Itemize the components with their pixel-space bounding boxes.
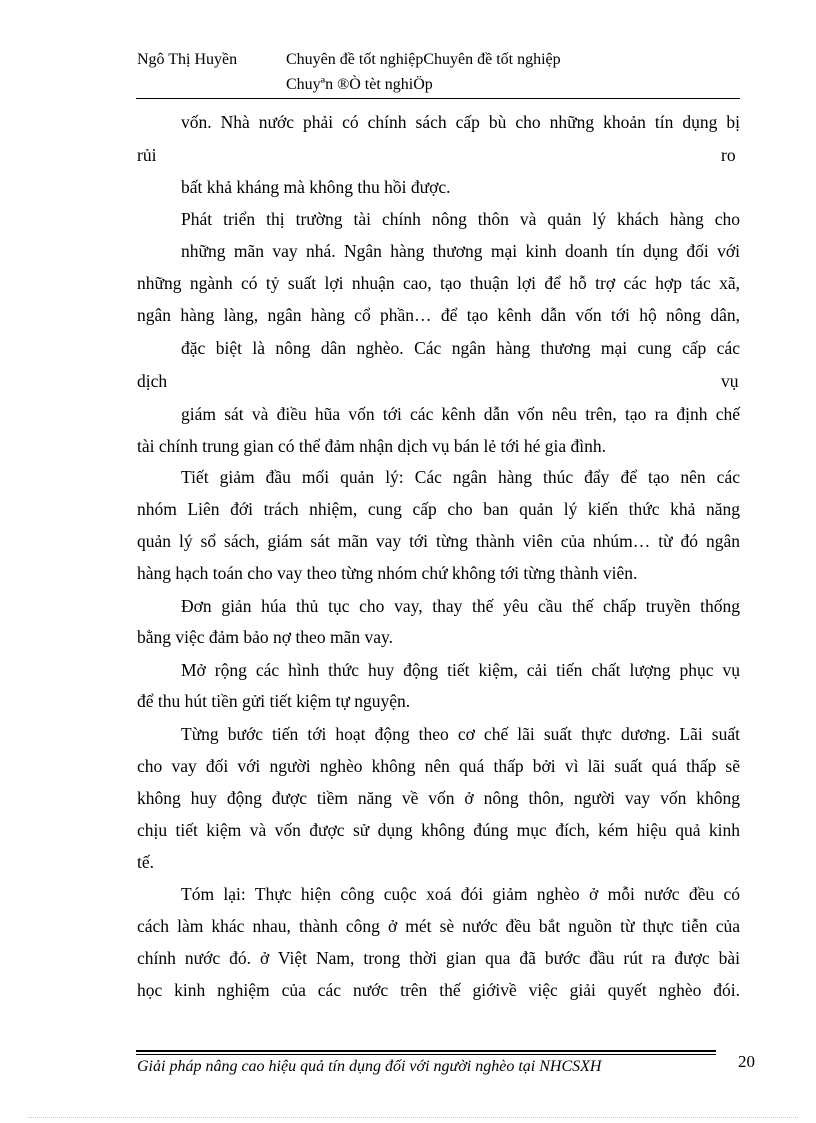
body-line: vụ xyxy=(721,371,739,391)
body-line: không huy động được tiềm năng về vốn ở nông thôn, người vay vốn không xyxy=(137,788,740,808)
body-line: bằng việc đảm bảo nợ theo mãn vay. xyxy=(137,627,393,647)
body-line: chịu tiết kiệm và vốn được sử dụng không đúng mục đích, kém hiệu quả kinh xyxy=(137,820,740,840)
page-edge-divider xyxy=(28,1117,798,1118)
header-rule xyxy=(136,98,740,99)
body-line: học kinh nghiệm của các nước trên thế giớivề việc giải quyết nghèo đói. xyxy=(137,980,740,1000)
body-line: dịch xyxy=(137,371,168,391)
body-line: vốn. Nhà nước phải có chính sách cấp bù cho những khoản tín dụng bị xyxy=(181,112,740,132)
body-line: những mãn vay nhá. Ngân hàng thương mại kinh doanh tín dụng đối với xyxy=(181,241,740,261)
body-line: ngân hàng làng, ngân hàng cổ phần… để tạo kênh dẫn vốn tới hộ nông dân, xyxy=(137,305,740,325)
body-line: cách làm khác nhau, thành công ở mét sè nước đều bắt nguồn từ thực tiễn của xyxy=(137,916,740,936)
body-line: Mở rộng các hình thức huy động tiết kiệm, cải tiến chất lượng phục vụ xyxy=(181,660,740,680)
body-line: chính nước đó. ở Việt Nam, trong thời gian qua đã bước đầu rút ra được bài xyxy=(137,948,740,968)
body-line: nhóm Liên đới trách nhiệm, cung cấp cho ban quản lý kiến thức khả năng xyxy=(137,499,740,519)
body-line: Tiết giảm đầu mối quản lý: Các ngân hàng thúc đẩy để tạo nên các xyxy=(181,467,740,487)
footer-title: Giải pháp nâng cao hiệu quả tín dụng đối với người nghèo tại NHCSXH xyxy=(137,1058,602,1075)
body-line: quản lý sổ sách, giám sát mãn vay tới từng thành viên của nhúm… từ đó ngân xyxy=(137,531,740,551)
footer-rule xyxy=(136,1050,716,1052)
body-line: hàng hạch toán cho vay theo từng nhóm chứ không tới từng thành viên. xyxy=(137,563,638,583)
body-line: Tóm lại: Thực hiện công cuộc xoá đói giảm nghèo ở mỗi nước đều có xyxy=(181,884,740,904)
body-line: cho vay đối với người nghèo không nên quá thấp bởi vì lãi suất quá thấp sẽ xyxy=(137,756,740,776)
footer-rule xyxy=(136,1054,716,1055)
body-line: tài chính trung gian có thể đảm nhận dịch vụ bán lẻ tới hé gia đình. xyxy=(137,436,606,456)
page-number: 20 xyxy=(738,1052,755,1071)
header-author: Ngô Thị Huyền xyxy=(137,51,238,68)
body-line: những ngành có tỷ suất lợi nhuận cao, tạo thuận lợi để hỗ trợ các hợp tác xã, xyxy=(137,273,740,293)
header-title-garbled: Chuyªn ®Ò tèt nghiÖp xyxy=(286,76,433,93)
header-title: Chuyên đề tốt nghiệpChuyên đề tốt nghiệp xyxy=(286,51,561,68)
body-line: để thu hút tiền gửi tiết kiệm tự nguyện. xyxy=(137,691,411,711)
body-line: ro xyxy=(721,145,736,165)
body-line: Từng bước tiến tới hoạt động theo cơ chế lãi suất thực dương. Lãi suất xyxy=(181,724,740,744)
body-line: giám sát và điều hũa vốn tới các kênh dẫn vốn nêu trên, tạo ra định chế xyxy=(181,404,740,424)
body-line: đặc biệt là nông dân nghèo. Các ngân hàng thương mại cung cấp các xyxy=(181,338,740,358)
body-line: tế. xyxy=(137,852,155,872)
body-line: Đơn giản húa thủ tục cho vay, thay thế yêu cầu thế chấp truyền thống xyxy=(181,596,740,616)
body-line: rủi xyxy=(137,145,157,165)
body-line: Phát triển thị trường tài chính nông thôn và quản lý khách hàng cho xyxy=(181,209,740,229)
body-line: bất khả kháng mà không thu hồi được. xyxy=(181,177,451,197)
